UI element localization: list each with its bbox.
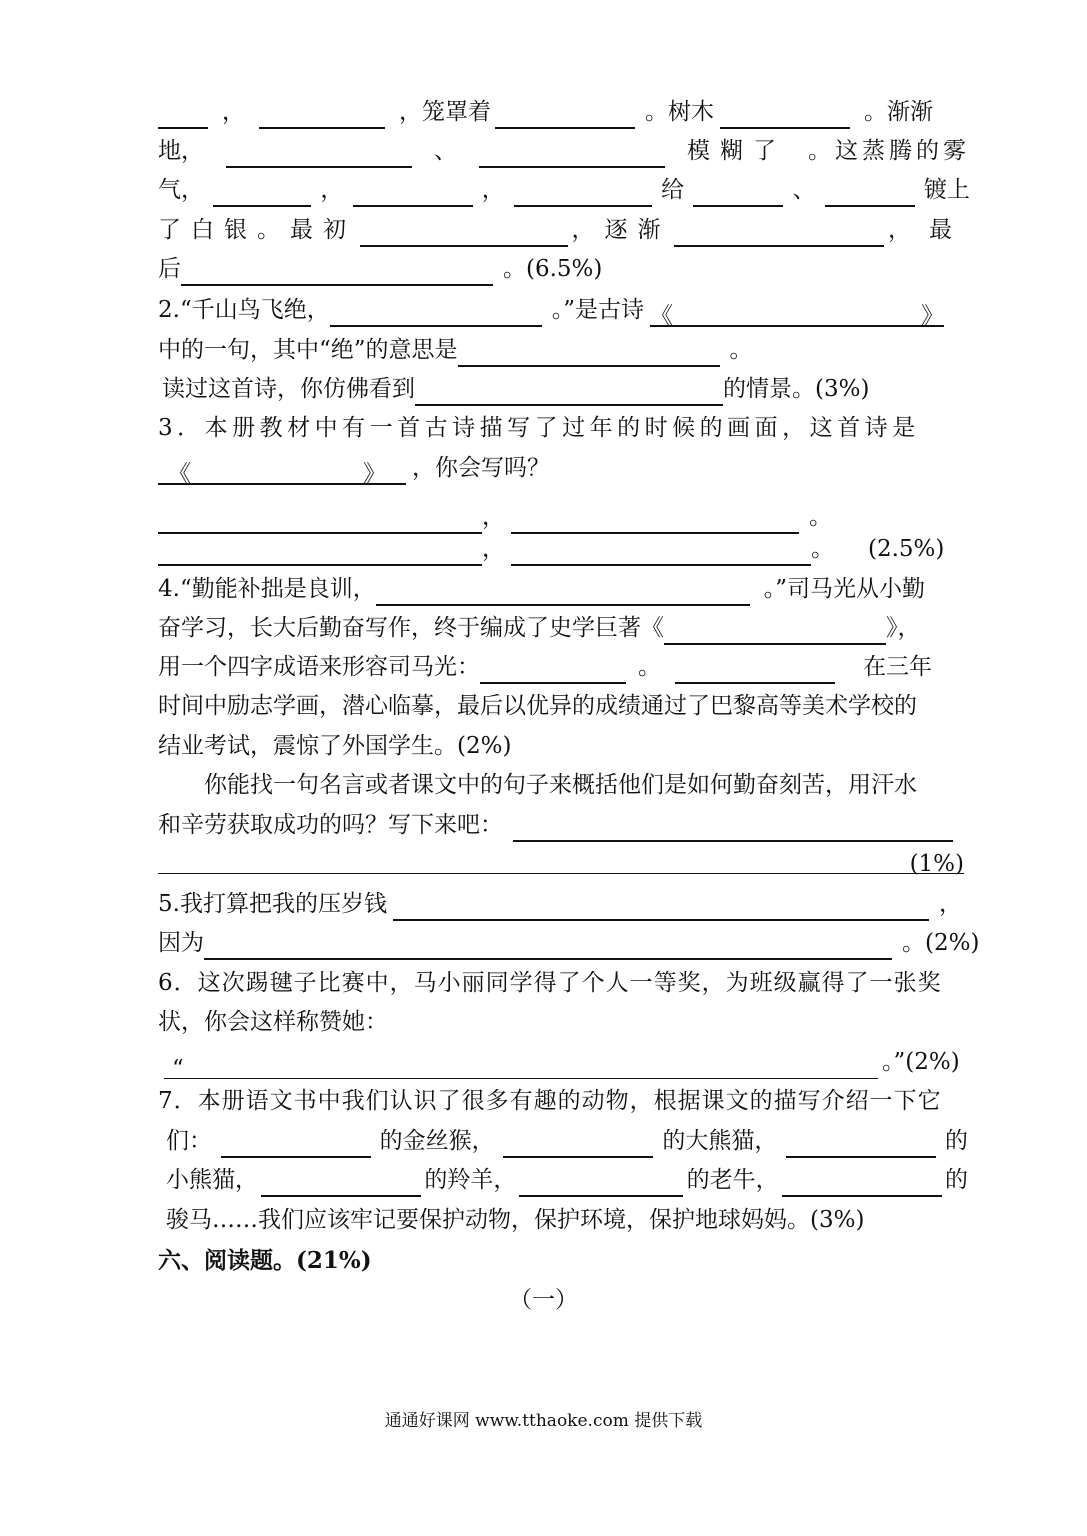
page-footer: 通通好课网 www.tthaoke.com 提供下载 (384, 1411, 703, 1431)
book-title-blank[interactable] (664, 617, 886, 645)
blank[interactable] (226, 140, 412, 168)
blank[interactable] (204, 932, 892, 960)
q6-score: 。”(2%) (882, 1049, 960, 1075)
section-6-heading: 六、阅读题。(21%) (158, 1247, 372, 1274)
blank[interactable] (720, 101, 850, 129)
q7-text: 的 (944, 1128, 968, 1154)
poem-blank[interactable] (158, 506, 482, 534)
q5-line-1 (158, 887, 970, 921)
blank[interactable] (353, 179, 473, 207)
blank[interactable] (415, 378, 723, 406)
q4-line-3 (158, 650, 970, 684)
blank[interactable] (786, 1130, 936, 1158)
q7-text: 骏马……我们应该牢记要保护动物，保护环境，保护地球妈妈。(3%) (166, 1207, 865, 1233)
q4-text: 结业考试，震惊了外国学生。(2%) (158, 733, 512, 759)
q1-text: 后 (158, 256, 181, 282)
q1-line-4 (158, 213, 970, 247)
blank[interactable] (376, 578, 750, 606)
q7-line-4 (166, 1203, 978, 1237)
q4-text: 用一个四字成语来形容司马光： (158, 654, 480, 680)
blank[interactable] (261, 1169, 421, 1197)
q1-text: ，逐渐 (571, 217, 671, 243)
blank[interactable] (825, 179, 915, 207)
poem-blank[interactable] (158, 538, 482, 566)
blank[interactable] (503, 1130, 653, 1158)
blank[interactable] (213, 179, 311, 207)
q1-text: 。渐渐 (864, 99, 933, 125)
q4-text: 你能找一句名言或者课文中的句子来概括他们是如何勤奋刻苦，用汗水 (204, 772, 917, 798)
q7-text: 小熊猫， (166, 1167, 258, 1193)
q6-line-2 (158, 1005, 970, 1039)
q4-line-1 (158, 572, 970, 606)
q4-line-2 (158, 611, 970, 645)
blank[interactable] (158, 101, 208, 129)
blank[interactable] (479, 140, 665, 168)
q1-text: 给 (661, 177, 685, 203)
q4-line-5 (158, 729, 970, 763)
q2-line-2 (158, 333, 970, 367)
blank[interactable] (513, 814, 953, 842)
blank[interactable] (360, 219, 568, 247)
blank[interactable]: “ (164, 1052, 878, 1079)
q1-text: 、 (792, 177, 816, 203)
blank[interactable] (393, 893, 929, 921)
blank[interactable] (519, 1169, 683, 1197)
q1-text: 地， (158, 138, 204, 164)
blank[interactable] (674, 219, 884, 247)
q1-text: ， (481, 177, 505, 203)
q6-line-3 (158, 1045, 970, 1082)
q1-line-5 (158, 252, 970, 286)
q3-text: ，你会写吗？ (412, 455, 550, 481)
q2-text: 2.“千山鸟飞绝， (158, 297, 330, 323)
q2-text: 。”是古诗 (551, 297, 644, 323)
q4-text: 。”司马光从小勤 (763, 576, 925, 602)
q5-text: 5.我打算把我的压岁钱 (158, 891, 387, 917)
blank[interactable] (458, 339, 720, 367)
q5-text: ， (938, 891, 962, 917)
q3-text: 3．本册教材中有一首古诗描写了过年的时候的画面，这首诗是 (158, 415, 920, 441)
q4-text: 时间中励志学画，潜心临摹，最后以优异的成绩通过了巴黎高等美术学校的 (158, 693, 917, 719)
q7-text: 7．本册语文书中我们认识了很多有趣的动物，根据课文的描写介绍一下它 (158, 1088, 942, 1114)
q1-text: 气， (158, 177, 204, 203)
q2-score: 的情景。(3%) (723, 376, 870, 402)
q4-line-6 (204, 768, 970, 802)
q2-line-3 (162, 372, 974, 406)
q1-text: ，笼罩着 (399, 99, 491, 125)
blank[interactable] (514, 179, 652, 207)
q1-text: ， (320, 177, 344, 203)
blank[interactable] (480, 656, 626, 684)
blank[interactable] (693, 179, 783, 207)
blank[interactable] (221, 1130, 371, 1158)
q1-line-3 (158, 173, 970, 207)
q1-text: 。树木 (645, 99, 714, 125)
book-title-blank[interactable]: 《 》 (158, 457, 406, 485)
q3-poem-line-1: ， 。 (158, 500, 970, 534)
q4-text: 4.“勤能补拙是良训， (158, 576, 376, 602)
q2-text: 读过这首诗，你仿佛看到 (162, 376, 415, 402)
q1-text: 了白银。最初 (158, 217, 356, 243)
q1-text: 镀上 (923, 177, 970, 203)
q1-text: 模糊了 (687, 138, 786, 164)
q7-text: 的老牛， (686, 1167, 779, 1193)
blank[interactable] (782, 1169, 942, 1197)
q1-line-1 (158, 95, 970, 129)
q5-score: 。(2%) (902, 930, 980, 956)
q4-line-7 (158, 808, 970, 842)
q4-text: 。 (638, 654, 661, 680)
q6-text: 6．这次踢毽子比赛中，马小丽同学得了个人一等奖，为班级赢得了一张奖 (158, 970, 942, 996)
blank[interactable] (259, 101, 385, 129)
q3-poem-line-2: ， 。 (2.5%) (158, 532, 970, 566)
q5-line-2 (158, 926, 980, 960)
q1-text: ， (222, 99, 245, 125)
q4-text: 和辛劳获取成功的吗？写下来吧： (158, 812, 503, 838)
q1-text: ，最 (888, 217, 970, 243)
blank[interactable] (330, 299, 542, 327)
q7-line-1 (158, 1084, 970, 1118)
q5-text: 因为 (158, 930, 204, 956)
poem-blank[interactable] (511, 506, 799, 534)
q2-text: 中的一句，其中“绝”的意思是 (158, 337, 458, 363)
blank[interactable] (158, 847, 964, 877)
q1-line-2 (158, 134, 970, 168)
q7-text: 的金丝猴， (379, 1128, 495, 1154)
q6-text: 状，你会这样称赞她： (158, 1009, 388, 1035)
blank[interactable] (181, 258, 493, 286)
q7-line-3 (166, 1163, 968, 1197)
q4-text: 奋学习，长大后勤奋写作，终于编成了史学巨著《 (158, 615, 664, 641)
q7-text: 的 (944, 1167, 968, 1193)
q3-line-1 (158, 411, 970, 445)
q4-line-8 (158, 847, 964, 881)
poem-blank[interactable] (511, 538, 811, 566)
q2-text: 。 (729, 337, 753, 363)
q6-line-1 (158, 966, 970, 1000)
book-title-blank[interactable]: 《 》 (650, 299, 944, 327)
q3-line-2 (158, 451, 970, 485)
q4-text: 在三年 (863, 654, 932, 680)
blank[interactable] (675, 656, 835, 684)
q4-score: (1%) (909, 851, 964, 877)
q4-text: 》， (886, 615, 921, 641)
q1-text: 、 (434, 138, 457, 164)
q7-text: 的大熊猫， (662, 1128, 778, 1154)
q7-text: 们： (166, 1128, 212, 1154)
q7-text: 的羚羊， (424, 1167, 517, 1193)
q2-line-1 (158, 293, 970, 327)
q7-line-2 (166, 1124, 968, 1158)
blank[interactable] (495, 101, 635, 129)
q3-score: (2.5%) (868, 536, 945, 562)
q1-score: 。(6.5%) (503, 256, 603, 282)
section-6-subheading: （一） (509, 1287, 578, 1313)
q4-line-4 (158, 689, 970, 723)
q1-text: 。这蒸腾的雾 (808, 138, 970, 164)
